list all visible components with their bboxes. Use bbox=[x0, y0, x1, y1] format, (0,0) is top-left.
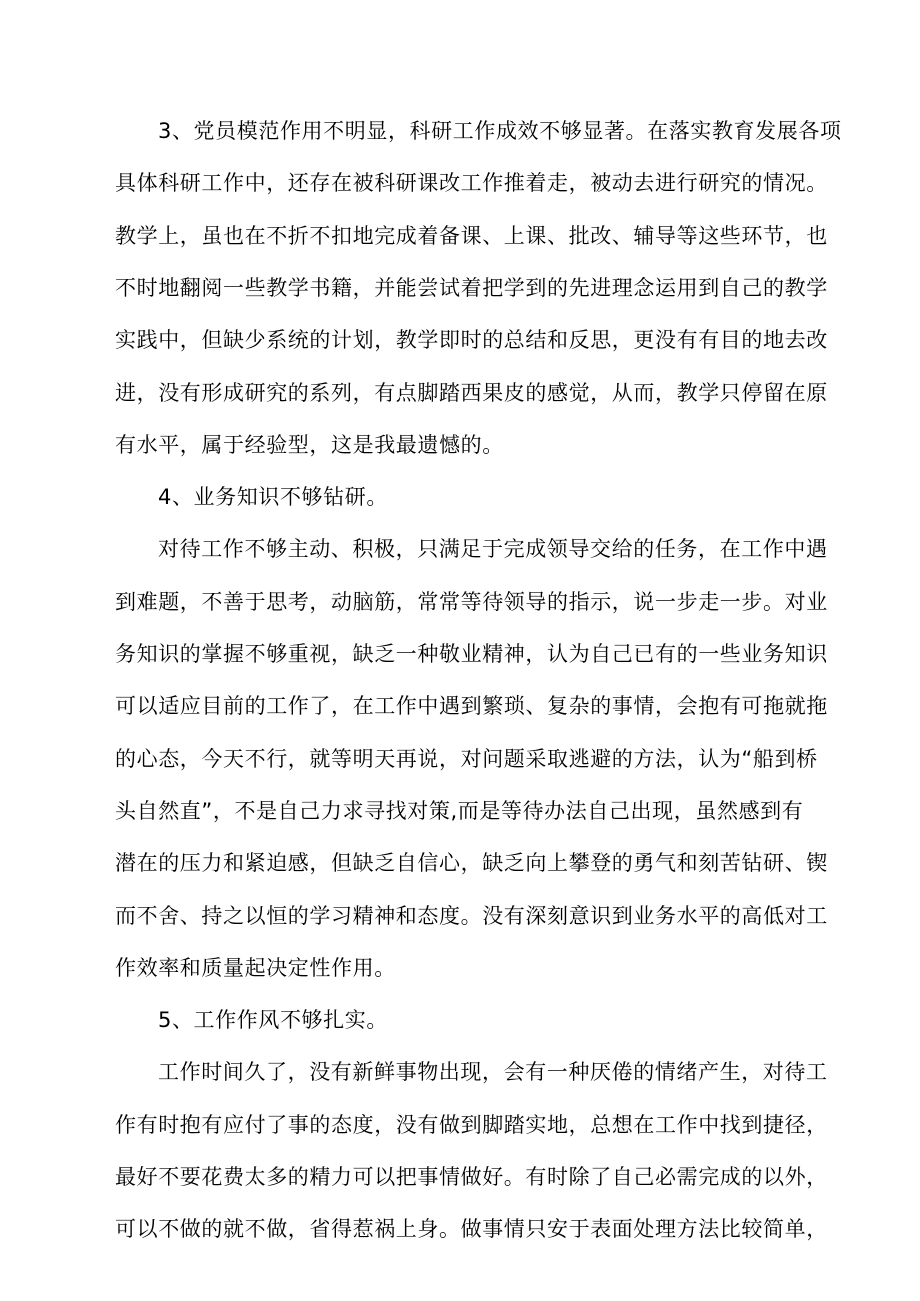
text-line: 而不舍、持之以恒的学习精神和态度。没有深刻意识到业务水平的高低对工 bbox=[115, 904, 828, 928]
text-line: 进，没有形成研究的系列，有点脚踏西果皮的感觉，从而，教学只停留在原 bbox=[115, 381, 828, 405]
text-line: 务知识的掌握不够重视，缺乏一种敬业精神，认为自己已有的一些业务知识 bbox=[115, 642, 828, 666]
section-heading: 5、工作作风不够扎实。 bbox=[158, 1008, 388, 1032]
text-line: 教学上，虽也在不折不扣地完成着备课、上课、批改、辅导等这些环节，也 bbox=[115, 224, 828, 248]
text-line: 作效率和质量起决定性作用。 bbox=[115, 956, 396, 980]
section-heading: 4、业务知识不够钻研。 bbox=[158, 485, 388, 509]
text-line: 不时地翻阅一些教学书籍，并能尝试着把学到的先进理念运用到自己的教学 bbox=[115, 276, 828, 300]
text-line: 的心态，今天不行，就等明天再说，对问题采取逃避的方法，认为“船到桥 bbox=[115, 747, 818, 771]
text-line: 对待工作不够主动、积极，只满足于完成领导交给的任务，在工作中遇 bbox=[158, 537, 828, 561]
text-line: 工作时间久了，没有新鲜事物出现，会有一种厌倦的情绪产生，对待工 bbox=[158, 1060, 828, 1084]
text-line: 头自然直”，不是自己力求寻找对策,而是等待办法自己出现，虽然感到有 bbox=[115, 799, 804, 823]
text-line: 3、党员模范作用不明显，科研工作成效不够显著。在落实教育发展各项 bbox=[158, 119, 842, 143]
text-line: 作有时抱有应付了事的态度，没有做到脚踏实地，总想在工作中找到捷径， bbox=[115, 1113, 828, 1137]
text-line: 具体科研工作中，还存在被科研课改工作推着走，被动去进行研究的情况。 bbox=[115, 171, 828, 195]
text-line: 最好不要花费太多的精力可以把事情做好。有时除了自己必需完成的以外， bbox=[115, 1165, 828, 1189]
text-line: 潜在的压力和紧迫感，但缺乏自信心，缺乏向上攀登的勇气和刻苦钻研、锲 bbox=[115, 851, 828, 875]
text-line: 可以适应目前的工作了，在工作中遇到繁琐、复杂的事情，会抱有可拖就拖 bbox=[115, 694, 828, 718]
text-line: 有水平，属于经验型，这是我最遗憾的。 bbox=[115, 433, 504, 457]
text-line: 实践中，但缺少系统的计划，教学即时的总结和反思，更没有有目的地去改 bbox=[115, 328, 828, 352]
text-line: 到难题，不善于思考，动脑筋，常常等待领导的指示，说一步走一步。对业 bbox=[115, 590, 828, 614]
text-line: 可以不做的就不做，省得惹祸上身。做事情只安于表面处理方法比较简单， bbox=[115, 1217, 828, 1241]
